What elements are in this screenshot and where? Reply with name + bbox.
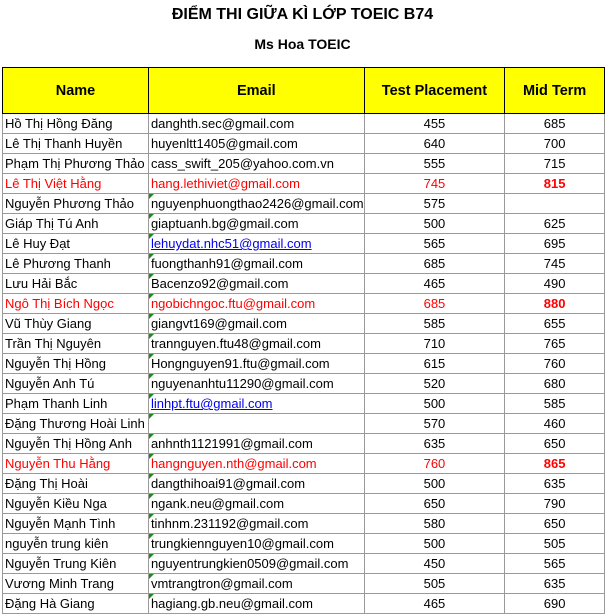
email-text: fuongthanh91@gmail.com xyxy=(150,256,303,271)
email-cell[interactable] xyxy=(148,554,364,574)
email-cell[interactable] xyxy=(148,254,364,274)
test-placement-cell[interactable] xyxy=(364,394,505,414)
email-cell[interactable] xyxy=(148,214,364,234)
mid-term-value: 790 xyxy=(543,496,566,511)
test-placement-cell[interactable] xyxy=(364,154,505,174)
email-link[interactable]: lehuydat.nhc51@gmail.com xyxy=(150,236,312,251)
name-text: Nguyễn Kiều Nga xyxy=(5,496,107,511)
mid-term-value: 650 xyxy=(543,516,566,531)
email-cell[interactable] xyxy=(148,334,364,354)
email-cell[interactable] xyxy=(148,434,364,454)
column-header-email[interactable]: Email xyxy=(148,68,364,114)
table-row xyxy=(3,154,605,174)
name-text: Đặng Thương Hoài Linh xyxy=(5,416,145,431)
name-cell[interactable] xyxy=(3,194,149,214)
email-text: hagiang.gb.neu@gmail.com xyxy=(150,596,314,611)
name-text: Hồ Thị Hồng Đăng xyxy=(5,116,113,131)
email-text: hangnguyen.nth@gmail.com xyxy=(150,456,317,471)
cell-warning-marker-icon xyxy=(149,354,154,359)
table-row xyxy=(3,354,605,374)
mid-term-value: 760 xyxy=(543,356,566,371)
table-row xyxy=(3,554,605,574)
table-row xyxy=(3,234,605,254)
mid-term-value: 625 xyxy=(543,216,566,231)
test-placement-cell[interactable] xyxy=(364,254,505,274)
test-placement-value: 615 xyxy=(423,356,446,371)
cell-warning-marker-icon xyxy=(149,494,154,499)
email-cell[interactable] xyxy=(148,394,364,414)
name-cell[interactable] xyxy=(3,234,149,254)
test-placement-value: 640 xyxy=(423,136,446,151)
mid-term-cell[interactable] xyxy=(505,214,605,234)
test-placement-value: 555 xyxy=(423,156,446,171)
test-placement-value: 465 xyxy=(423,276,446,291)
name-text: Nguyễn Thị Hồng Anh xyxy=(5,436,132,451)
test-placement-cell[interactable] xyxy=(364,274,505,294)
email-cell[interactable] xyxy=(148,354,364,374)
mid-term-value: 680 xyxy=(543,376,566,391)
name-text: Nguyễn Phương Thảo xyxy=(5,196,135,211)
cell-warning-marker-icon xyxy=(149,334,154,339)
test-placement-cell[interactable] xyxy=(364,214,505,234)
test-placement-value: 760 xyxy=(423,456,446,471)
email-cell[interactable] xyxy=(148,194,364,214)
test-placement-value: 685 xyxy=(423,296,446,311)
name-cell[interactable] xyxy=(3,174,149,194)
cell-warning-marker-icon xyxy=(149,254,154,259)
table-row xyxy=(3,394,605,414)
email-cell[interactable] xyxy=(148,454,364,474)
mid-term-cell[interactable] xyxy=(505,194,605,214)
name-cell[interactable] xyxy=(3,214,149,234)
email-text: hang.lethiviet@gmail.com xyxy=(150,176,300,191)
email-text: Hongnguyen91.ftu@gmail.com xyxy=(150,356,330,371)
test-placement-value: 455 xyxy=(423,116,446,131)
email-text: ngank.neu@gmail.com xyxy=(150,496,285,511)
column-header-mid-term[interactable]: Mid Term xyxy=(505,68,605,114)
table-row xyxy=(3,214,605,234)
name-cell[interactable] xyxy=(3,294,149,314)
column-header-name[interactable]: Name xyxy=(3,68,149,114)
mid-term-cell[interactable] xyxy=(505,134,605,154)
name-text: Nguyễn Trung Kiên xyxy=(5,556,117,571)
test-placement-cell[interactable] xyxy=(364,314,505,334)
cell-warning-marker-icon xyxy=(149,194,154,199)
name-cell[interactable] xyxy=(3,534,149,554)
test-placement-value: 500 xyxy=(423,396,446,411)
email-text: trannguyen.ftu48@gmail.com xyxy=(150,336,321,351)
name-cell[interactable] xyxy=(3,114,149,134)
mid-term-cell[interactable] xyxy=(505,114,605,134)
cell-warning-marker-icon xyxy=(149,214,154,219)
mid-term-value: 700 xyxy=(543,136,566,151)
test-placement-value: 500 xyxy=(423,216,446,231)
email-text: nguyentrungkien0509@gmail.com xyxy=(150,556,349,571)
cell-warning-marker-icon xyxy=(149,434,154,439)
mid-term-value: 635 xyxy=(543,476,566,491)
name-cell[interactable] xyxy=(3,434,149,454)
table-row xyxy=(3,474,605,494)
table-body xyxy=(3,114,605,614)
mid-term-cell[interactable] xyxy=(505,434,605,454)
name-cell[interactable] xyxy=(3,154,149,174)
name-text: Nguyễn Thị Hồng xyxy=(5,356,106,371)
mid-term-cell[interactable] xyxy=(505,234,605,254)
test-placement-value: 500 xyxy=(423,536,446,551)
email-cell[interactable] xyxy=(148,274,364,294)
test-placement-value: 580 xyxy=(423,516,446,531)
email-text: Bacenzo92@gmail.com xyxy=(150,276,289,291)
mid-term-cell[interactable] xyxy=(505,414,605,434)
email-text: nguyenphuongthao2426@gmail.com xyxy=(150,196,364,211)
mid-term-cell[interactable] xyxy=(505,534,605,554)
mid-term-cell[interactable] xyxy=(505,454,605,474)
name-text: Lưu Hải Bắc xyxy=(5,276,78,291)
name-text: Lê Huy Đạt xyxy=(5,236,71,251)
mid-term-cell[interactable] xyxy=(505,554,605,574)
name-text: Lê Thị Việt Hằng xyxy=(5,176,102,191)
name-text: Phạm Thị Phương Thảo xyxy=(5,156,145,171)
table-row xyxy=(3,534,605,554)
table-row xyxy=(3,494,605,514)
name-cell[interactable] xyxy=(3,134,149,154)
email-text: giangvt169@gmail.com xyxy=(150,316,287,331)
mid-term-cell[interactable] xyxy=(505,514,605,534)
mid-term-value: 815 xyxy=(543,176,566,191)
email-text: anhnth1121991@gmail.com xyxy=(150,436,313,451)
email-cell[interactable] xyxy=(148,414,364,434)
email-cell[interactable] xyxy=(148,494,364,514)
cell-warning-marker-icon xyxy=(149,454,154,459)
email-text: nguyenanhtu11290@gmail.com xyxy=(150,376,334,391)
mid-term-value: 690 xyxy=(543,596,566,611)
mid-term-cell[interactable] xyxy=(505,474,605,494)
email-cell[interactable] xyxy=(148,574,364,594)
email-cell[interactable] xyxy=(148,514,364,534)
name-text: Ngô Thị Bích Ngọc xyxy=(5,296,114,311)
test-placement-value: 565 xyxy=(423,236,446,251)
email-text: vmtrangtron@gmail.com xyxy=(150,576,293,591)
test-placement-cell[interactable] xyxy=(364,114,505,134)
test-placement-cell[interactable] xyxy=(364,294,505,314)
mid-term-cell[interactable] xyxy=(505,274,605,294)
table-row xyxy=(3,574,605,594)
email-cell[interactable] xyxy=(148,534,364,554)
name-text: Lê Thị Thanh Huyền xyxy=(5,136,123,151)
cell-warning-marker-icon xyxy=(149,394,154,399)
mid-term-value: 460 xyxy=(543,416,566,431)
cell-warning-marker-icon xyxy=(149,374,154,379)
name-cell[interactable] xyxy=(3,494,149,514)
name-cell[interactable] xyxy=(3,394,149,414)
table-row xyxy=(3,374,605,394)
name-cell[interactable] xyxy=(3,474,149,494)
test-placement-value: 465 xyxy=(423,596,446,611)
name-text: Đặng Thị Hoài xyxy=(5,476,88,491)
cell-warning-marker-icon xyxy=(149,554,154,559)
mid-term-cell[interactable] xyxy=(505,314,605,334)
name-text: Phạm Thanh Linh xyxy=(5,396,108,411)
cell-warning-marker-icon xyxy=(149,474,154,479)
name-cell[interactable] xyxy=(3,374,149,394)
email-cell[interactable] xyxy=(148,174,364,194)
mid-term-value: 865 xyxy=(543,456,566,471)
table-row xyxy=(3,414,605,434)
cell-warning-marker-icon xyxy=(149,574,154,579)
table-row xyxy=(3,334,605,354)
email-cell[interactable] xyxy=(148,114,364,134)
column-header-test-placement[interactable]: Test Placement xyxy=(364,68,505,114)
name-text: nguyễn trung kiên xyxy=(5,536,109,551)
mid-term-value: 650 xyxy=(543,436,566,451)
header-row xyxy=(3,68,605,114)
test-placement-value: 635 xyxy=(423,436,446,451)
table-row xyxy=(3,294,605,314)
name-text: Đặng Hà Giang xyxy=(5,596,95,611)
test-placement-cell[interactable] xyxy=(364,434,505,454)
mid-term-value: 635 xyxy=(543,576,566,591)
email-text: huyenltt1405@gmail.com xyxy=(150,136,298,151)
name-text: Vũ Thùy Giang xyxy=(5,316,92,331)
table-row xyxy=(3,194,605,214)
test-placement-value: 685 xyxy=(423,256,446,271)
email-cell[interactable] xyxy=(148,594,364,614)
test-placement-value: 450 xyxy=(423,556,446,571)
test-placement-cell[interactable] xyxy=(364,594,505,614)
test-placement-value: 575 xyxy=(423,196,446,211)
test-placement-cell[interactable] xyxy=(364,374,505,394)
mid-term-value: 505 xyxy=(543,536,566,551)
mid-term-cell[interactable] xyxy=(505,154,605,174)
mid-term-value: 745 xyxy=(543,256,566,271)
test-placement-cell[interactable] xyxy=(364,134,505,154)
test-placement-cell[interactable] xyxy=(364,574,505,594)
name-cell[interactable] xyxy=(3,414,149,434)
test-placement-cell[interactable] xyxy=(364,554,505,574)
cell-warning-marker-icon xyxy=(149,234,154,239)
test-placement-cell[interactable] xyxy=(364,234,505,254)
email-link[interactable]: linhpt.ftu@gmail.com xyxy=(150,396,273,411)
email-text: trungkiennguyen10@gmail.com xyxy=(150,536,334,551)
email-cell[interactable] xyxy=(148,294,364,314)
table-row xyxy=(3,514,605,534)
cell-warning-marker-icon xyxy=(149,594,154,599)
email-cell[interactable] xyxy=(148,314,364,334)
test-placement-cell[interactable] xyxy=(364,494,505,514)
mid-term-cell[interactable] xyxy=(505,574,605,594)
mid-term-value: 685 xyxy=(543,116,566,131)
cell-warning-marker-icon xyxy=(149,314,154,319)
table-row xyxy=(3,254,605,274)
table-row xyxy=(3,274,605,294)
name-cell[interactable] xyxy=(3,594,149,614)
email-text: ngobichngoc.ftu@gmail.com xyxy=(150,296,316,311)
table-row xyxy=(3,314,605,334)
table-row xyxy=(3,134,605,154)
name-text: Nguyễn Anh Tú xyxy=(5,376,95,391)
test-placement-value: 650 xyxy=(423,496,446,511)
mid-term-value: 565 xyxy=(543,556,566,571)
email-cell[interactable] xyxy=(148,134,364,154)
mid-term-cell[interactable] xyxy=(505,354,605,374)
test-placement-cell[interactable] xyxy=(364,454,505,474)
mid-term-cell[interactable] xyxy=(505,394,605,414)
name-text: Nguyễn Thu Hằng xyxy=(5,456,111,471)
cell-warning-marker-icon xyxy=(149,294,154,299)
name-text: Giáp Thị Tú Anh xyxy=(5,216,99,231)
table-row xyxy=(3,114,605,134)
mid-term-cell[interactable] xyxy=(505,374,605,394)
name-cell[interactable] xyxy=(3,334,149,354)
scores-table xyxy=(2,67,605,614)
test-placement-cell[interactable] xyxy=(364,474,505,494)
mid-term-cell[interactable] xyxy=(505,334,605,354)
name-text: Nguyễn Mạnh Tình xyxy=(5,516,116,531)
test-placement-value: 745 xyxy=(423,176,446,191)
name-cell[interactable] xyxy=(3,354,149,374)
test-placement-value: 500 xyxy=(423,476,446,491)
mid-term-cell[interactable] xyxy=(505,494,605,514)
cell-warning-marker-icon xyxy=(149,514,154,519)
test-placement-cell[interactable] xyxy=(364,194,505,214)
name-cell[interactable] xyxy=(3,274,149,294)
page-subtitle: Ms Hoa TOEIC xyxy=(254,36,351,52)
test-placement-value: 520 xyxy=(423,376,446,391)
test-placement-value: 585 xyxy=(423,316,446,331)
test-placement-value: 505 xyxy=(423,576,446,591)
mid-term-cell[interactable] xyxy=(505,254,605,274)
test-placement-value: 710 xyxy=(423,336,446,351)
mid-term-value: 715 xyxy=(543,156,566,171)
table-row xyxy=(3,454,605,474)
email-cell[interactable] xyxy=(148,234,364,254)
email-text: danghth.sec@gmail.com xyxy=(150,116,295,131)
name-text: Lê Phương Thanh xyxy=(5,256,111,271)
test-placement-cell[interactable] xyxy=(364,534,505,554)
mid-term-cell[interactable] xyxy=(505,594,605,614)
cell-warning-marker-icon xyxy=(149,274,154,279)
name-cell[interactable] xyxy=(3,254,149,274)
email-text: cass_swift_205@yahoo.com.vn xyxy=(150,156,334,171)
test-placement-cell[interactable] xyxy=(364,514,505,534)
test-placement-cell[interactable] xyxy=(364,354,505,374)
test-placement-cell[interactable] xyxy=(364,174,505,194)
cell-warning-marker-icon xyxy=(149,534,154,539)
mid-term-value: 490 xyxy=(543,276,566,291)
mid-term-value: 695 xyxy=(543,236,566,251)
mid-term-cell[interactable] xyxy=(505,174,605,194)
table-row xyxy=(3,594,605,614)
name-cell[interactable] xyxy=(3,514,149,534)
name-cell[interactable] xyxy=(3,574,149,594)
table-row xyxy=(3,434,605,454)
table-row xyxy=(3,174,605,194)
mid-term-value: 765 xyxy=(543,336,566,351)
email-text: dangthihoai91@gmail.com xyxy=(150,476,306,491)
test-placement-cell[interactable] xyxy=(364,334,505,354)
email-cell[interactable] xyxy=(148,474,364,494)
name-text: Trần Thị Nguyên xyxy=(5,336,102,351)
mid-term-value: 655 xyxy=(543,316,566,331)
email-cell[interactable] xyxy=(148,374,364,394)
mid-term-value: 585 xyxy=(543,396,566,411)
mid-term-value: 880 xyxy=(543,296,566,311)
page-title: ĐIỂM THI GIỮA KÌ LỚP TOEIC B74 xyxy=(171,6,434,23)
name-cell[interactable] xyxy=(3,314,149,334)
name-cell[interactable] xyxy=(3,454,149,474)
test-placement-value: 570 xyxy=(423,416,446,431)
name-cell[interactable] xyxy=(3,554,149,574)
email-text: giaptuanh.bg@gmail.com xyxy=(150,216,299,231)
email-text: tinhnm.231192@gmail.com xyxy=(150,516,309,531)
cell-warning-marker-icon xyxy=(149,414,154,419)
name-text: Vương Minh Trang xyxy=(5,576,115,591)
mid-term-cell[interactable] xyxy=(505,294,605,314)
test-placement-cell[interactable] xyxy=(364,414,505,434)
email-cell[interactable] xyxy=(148,154,364,174)
